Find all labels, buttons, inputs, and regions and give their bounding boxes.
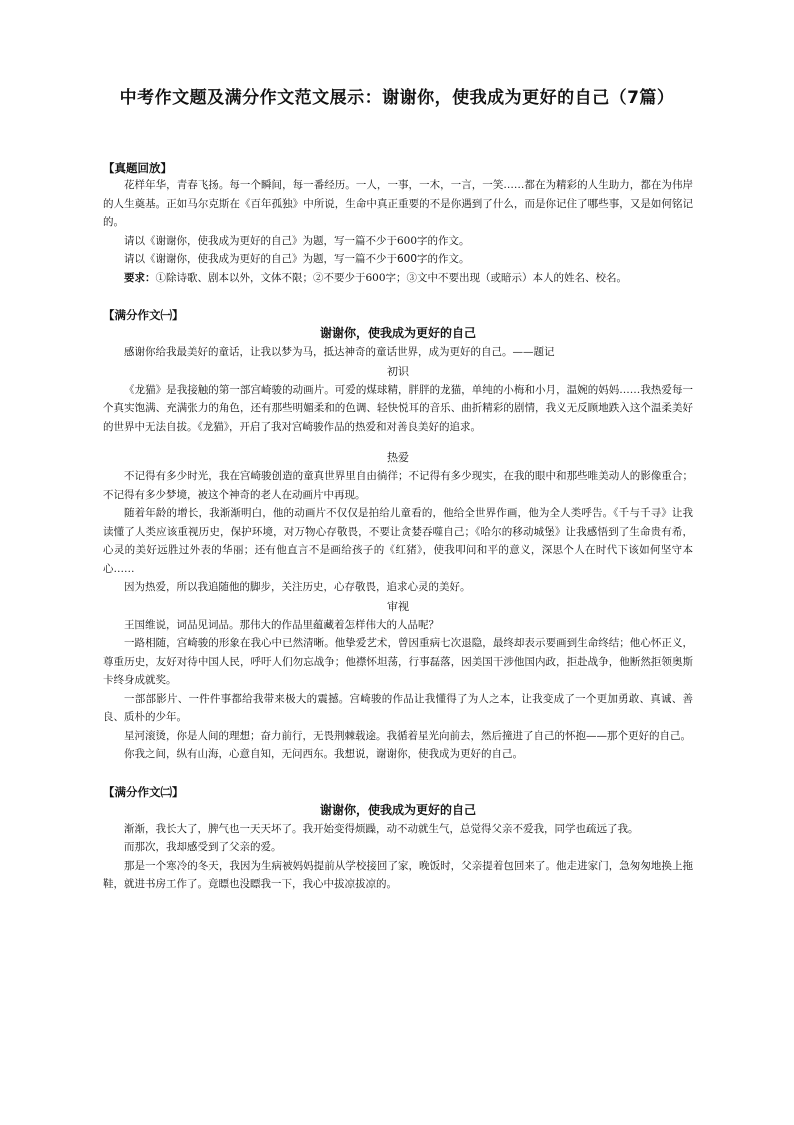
essay-epigraph: 感谢你给我最美好的童话，让我以梦为马，抵达神奇的童话世界，成为更好的自己。——题记: [124, 346, 555, 358]
essay-paragraph: 一部部影片、一件件事都给我带来极大的震撼。宫崎骏的作品让我懂得了为人之本，让我变成了一个更加勇敢、真诚、善良、质朴的少年。: [103, 692, 693, 723]
essay-paragraph: 星河滚烫，你是人间的理想；奋力前行，无畏荆棘载途。我循着星光向前去，然后撞进了自己的怀抱——那个更好的自己。: [124, 729, 691, 742]
essay-paragraph: 渐渐，我长大了，脾气也一天天坏了。我开始变得烦躁，动不动就生气，总觉得父亲不爱我，同学也疏远了我。: [124, 822, 639, 835]
essay-paragraph: 你我之间，纵有山海，心意自知，无问西东。我想说，谢谢你，使我成为更好的自己。: [124, 748, 523, 760]
essay-subtitle: 审视: [387, 599, 409, 613]
prompt-paragraph: 请以《谢谢你，使我成为更好的自己》为题，写一篇不少于600字的作文。: [124, 234, 470, 247]
prompt-paragraph: 花样年华，青春飞扬。每一个瞬间，每一番经历。一人，一事，一木，一言，一笑……都在为精彩的人生助力，都在为伟岸的人生奠基。正如马尔克斯在《百年孤独》中所说，生命中真正重要的不是你遇到了什么，而是你记住了哪些事，又是如何铭记的。: [103, 179, 693, 228]
essay-paragraph: 不记得有多少时光，我在宫崎骏创造的童真世界里自由徜徉；不记得有多少现实，在我的眼中和那些唯美动人的影像重合；不记得有多少梦境，被这个神奇的老人在动画片中再现。: [103, 470, 693, 501]
essay-paragraph: 王国维说，词品见词品。那伟大的作品里蕴藏着怎样伟大的人品呢？: [124, 618, 439, 631]
essay-heading: 【满分作文㈠】: [103, 308, 184, 322]
prompt-section: [103, 160, 693, 287]
prompt-requirements: [103, 269, 693, 288]
prompt-heading: 【真题回放】: [103, 161, 172, 175]
essay-one: [103, 307, 693, 764]
essay-subtitle: 热爱: [387, 451, 409, 464]
essay-paragraph: 随着年龄的增长，我渐渐明白，他的动画片不仅仅是拍给儿童看的，他给全世界作画，他为全人类呼告。《千与千寻》让我读懂了人类应该重视历史，保护环境，对万物心存敬畏，不要让贪婪吞噬自己；《哈尔的移动城堡》让我感悟到了生命贵有希，心灵的美好远胜过外表的华丽；还有他直言不是画给孩子的《红猪》，使我叩问和平的意义，深思个人在时代下该如何坚守本心……: [103, 507, 693, 575]
essay-title: 谢谢你，使我成为更好的自己: [319, 326, 476, 340]
essay-paragraph: 一路相随，宫崎骏的形象在我心中已然清晰。他挚爱艺术，曾因重病七次退隐，最终却表示要画到生命终结；他心怀正义，尊重历史，友好对待中国人民，呼吁人们勿忘战争；他襟怀坦荡，行事磊落，因美国干涉他国内政，拒赴战争，他断然拒领奥斯卡终身成就奖。: [103, 637, 693, 686]
essay-paragraph: 因为热爱，所以我追随他的脚步，关注历史，心存敬畏，追求心灵的美好。: [124, 581, 471, 593]
essay-paragraph: 而那次，我却感受到了父亲的爱。: [124, 841, 282, 853]
requirement-text: ①除诗歌、剧本以外，文体不限；②不要少于600字；③文中不要出现（或暗示）本人的姓名、校名。: [155, 271, 628, 284]
essay-two: [103, 784, 693, 894]
essay-subtitle: 初识: [387, 364, 409, 378]
essay-paragraph: 《龙猫》是我接触的第一部宫崎骏的动画片。可爱的煤球精，胖胖的龙猫，单纯的小梅和小月，温婉的妈妈……我热爱每一个真实饱满、充满张力的角色，还有那些明媚柔和的色调、轻快悦耳的音乐、曲折精彩的剧情，我义无反顾地跌入这个温柔美好的世界中无法自拔。《龙猫》，开启了我对宫崎骏作品的热爱和对善良美好的追求。: [103, 383, 693, 433]
requirement-label: 要求：: [124, 271, 156, 284]
essay-heading: 【满分作文㈡】: [103, 784, 184, 799]
document-body: [103, 160, 693, 894]
prompt-paragraph: 请以《谢谢你，使我成为更好的自己》为题，写一篇不少于600字的作文。: [124, 253, 470, 265]
essay-paragraph: 那是一个寒冷的冬天，我因为生病被妈妈提前从学校接回了家，晚饭时，父亲提着包回来了。他走进家门，急匆匆地换上拖鞋，就进书房工作了。竟瞟也没瞟我一下，我心中拔凉拔凉的。: [103, 859, 693, 890]
document-title: 中考作文题及满分作文范文展示：谢谢你，使我成为更好的自己（7篇）: [119, 88, 675, 108]
essay-title: 谢谢你，使我成为更好的自己: [319, 802, 476, 817]
